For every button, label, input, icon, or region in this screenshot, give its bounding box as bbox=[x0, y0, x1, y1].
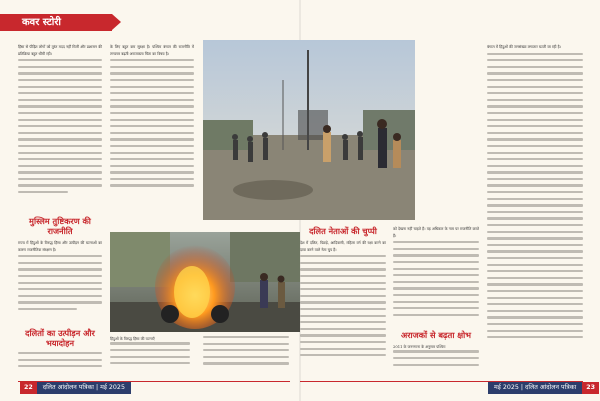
left-page-number: 22 bbox=[20, 382, 37, 394]
photo-burning-vehicle bbox=[110, 232, 300, 332]
right-footer-title: दलित आंदोलन पत्रिका bbox=[525, 384, 577, 391]
left-subhead-1: मुस्लिम तुष्टिकरण की राजनीति bbox=[29, 216, 91, 236]
photo-street-clash bbox=[203, 40, 415, 220]
left-col1-after-subhead: राज्य में हिंदुओं के विरुद्ध हिंसा और उत्पीड़न की घटनाओं का कारण राजनीतिक संरक्षण है। bbox=[18, 241, 102, 252]
right-col3-intro: बंगाल में हिंदुओं की जनसंख्या लगातार घटती जा रही है। bbox=[487, 45, 562, 49]
right-subhead-1: दलित नेताओं की चुप्पी bbox=[309, 226, 377, 236]
left-column-2 bbox=[110, 44, 194, 224]
left-column-1-lower bbox=[18, 240, 102, 324]
section-tag: कवर स्टोरी bbox=[0, 14, 112, 31]
left-col1-intro: हिंसा से पीड़ित लोगों को तुरंत मदद नहीं मिली और प्रशासन की प्रतिक्रिया बहुत धीमी रही। bbox=[18, 45, 102, 56]
right-column-2 bbox=[393, 226, 479, 324]
right-bottom-caption-text: 2011 के जनगणना के अनुसार पश्चिम bbox=[393, 345, 446, 349]
right-column-3 bbox=[487, 44, 583, 376]
right-page-number: 23 bbox=[582, 382, 599, 394]
right-col1-intro: देश में दलित, पिछड़े, आदिवासी, महिला वर्ग की रक्षा करने का दावा करने वाले नेता चुप हैं। bbox=[300, 241, 386, 252]
right-footer-date: मई 2025 bbox=[494, 384, 519, 391]
right-col2-intro: को देखना नहीं चाहते हैं। वह अधिकार के नाम पर राजनीति करते हैं। bbox=[393, 227, 479, 238]
burning-vehicle-image bbox=[110, 232, 300, 332]
left-footer: 22 दलित आंदोलन पत्रिका | मई 2025 bbox=[20, 382, 131, 394]
street-clash-image bbox=[203, 40, 415, 220]
right-subhead-2: अराजकों से बढ़ता क्षोभ bbox=[400, 330, 472, 340]
right-bottom-caption bbox=[393, 344, 479, 376]
left-column-1 bbox=[18, 44, 102, 214]
left-photo-caption bbox=[110, 336, 190, 378]
left-col2-intro: के लिए बहुत कम सुरक्षा है। पश्चिम बंगाल की राजनीति में लगातार बढ़ती अराजकता चिंता का विषय है। bbox=[110, 45, 194, 56]
right-column-1 bbox=[300, 240, 386, 370]
left-column-1-bottom bbox=[18, 352, 102, 378]
left-photo-caption-text: हिंदुओं के विरुद्ध हिंसा की घटनाएँ bbox=[110, 337, 155, 341]
left-footer-title: दलित आंदोलन पत्रिका bbox=[42, 384, 94, 391]
left-subhead-2: दलितों का उत्पीड़न और भयादोहन bbox=[25, 328, 95, 348]
right-footer: मई 2025 | दलित आंदोलन पत्रिका 23 bbox=[488, 382, 599, 394]
left-col3-bottom-text bbox=[203, 336, 289, 378]
left-footer-date: मई 2025 bbox=[100, 384, 125, 391]
